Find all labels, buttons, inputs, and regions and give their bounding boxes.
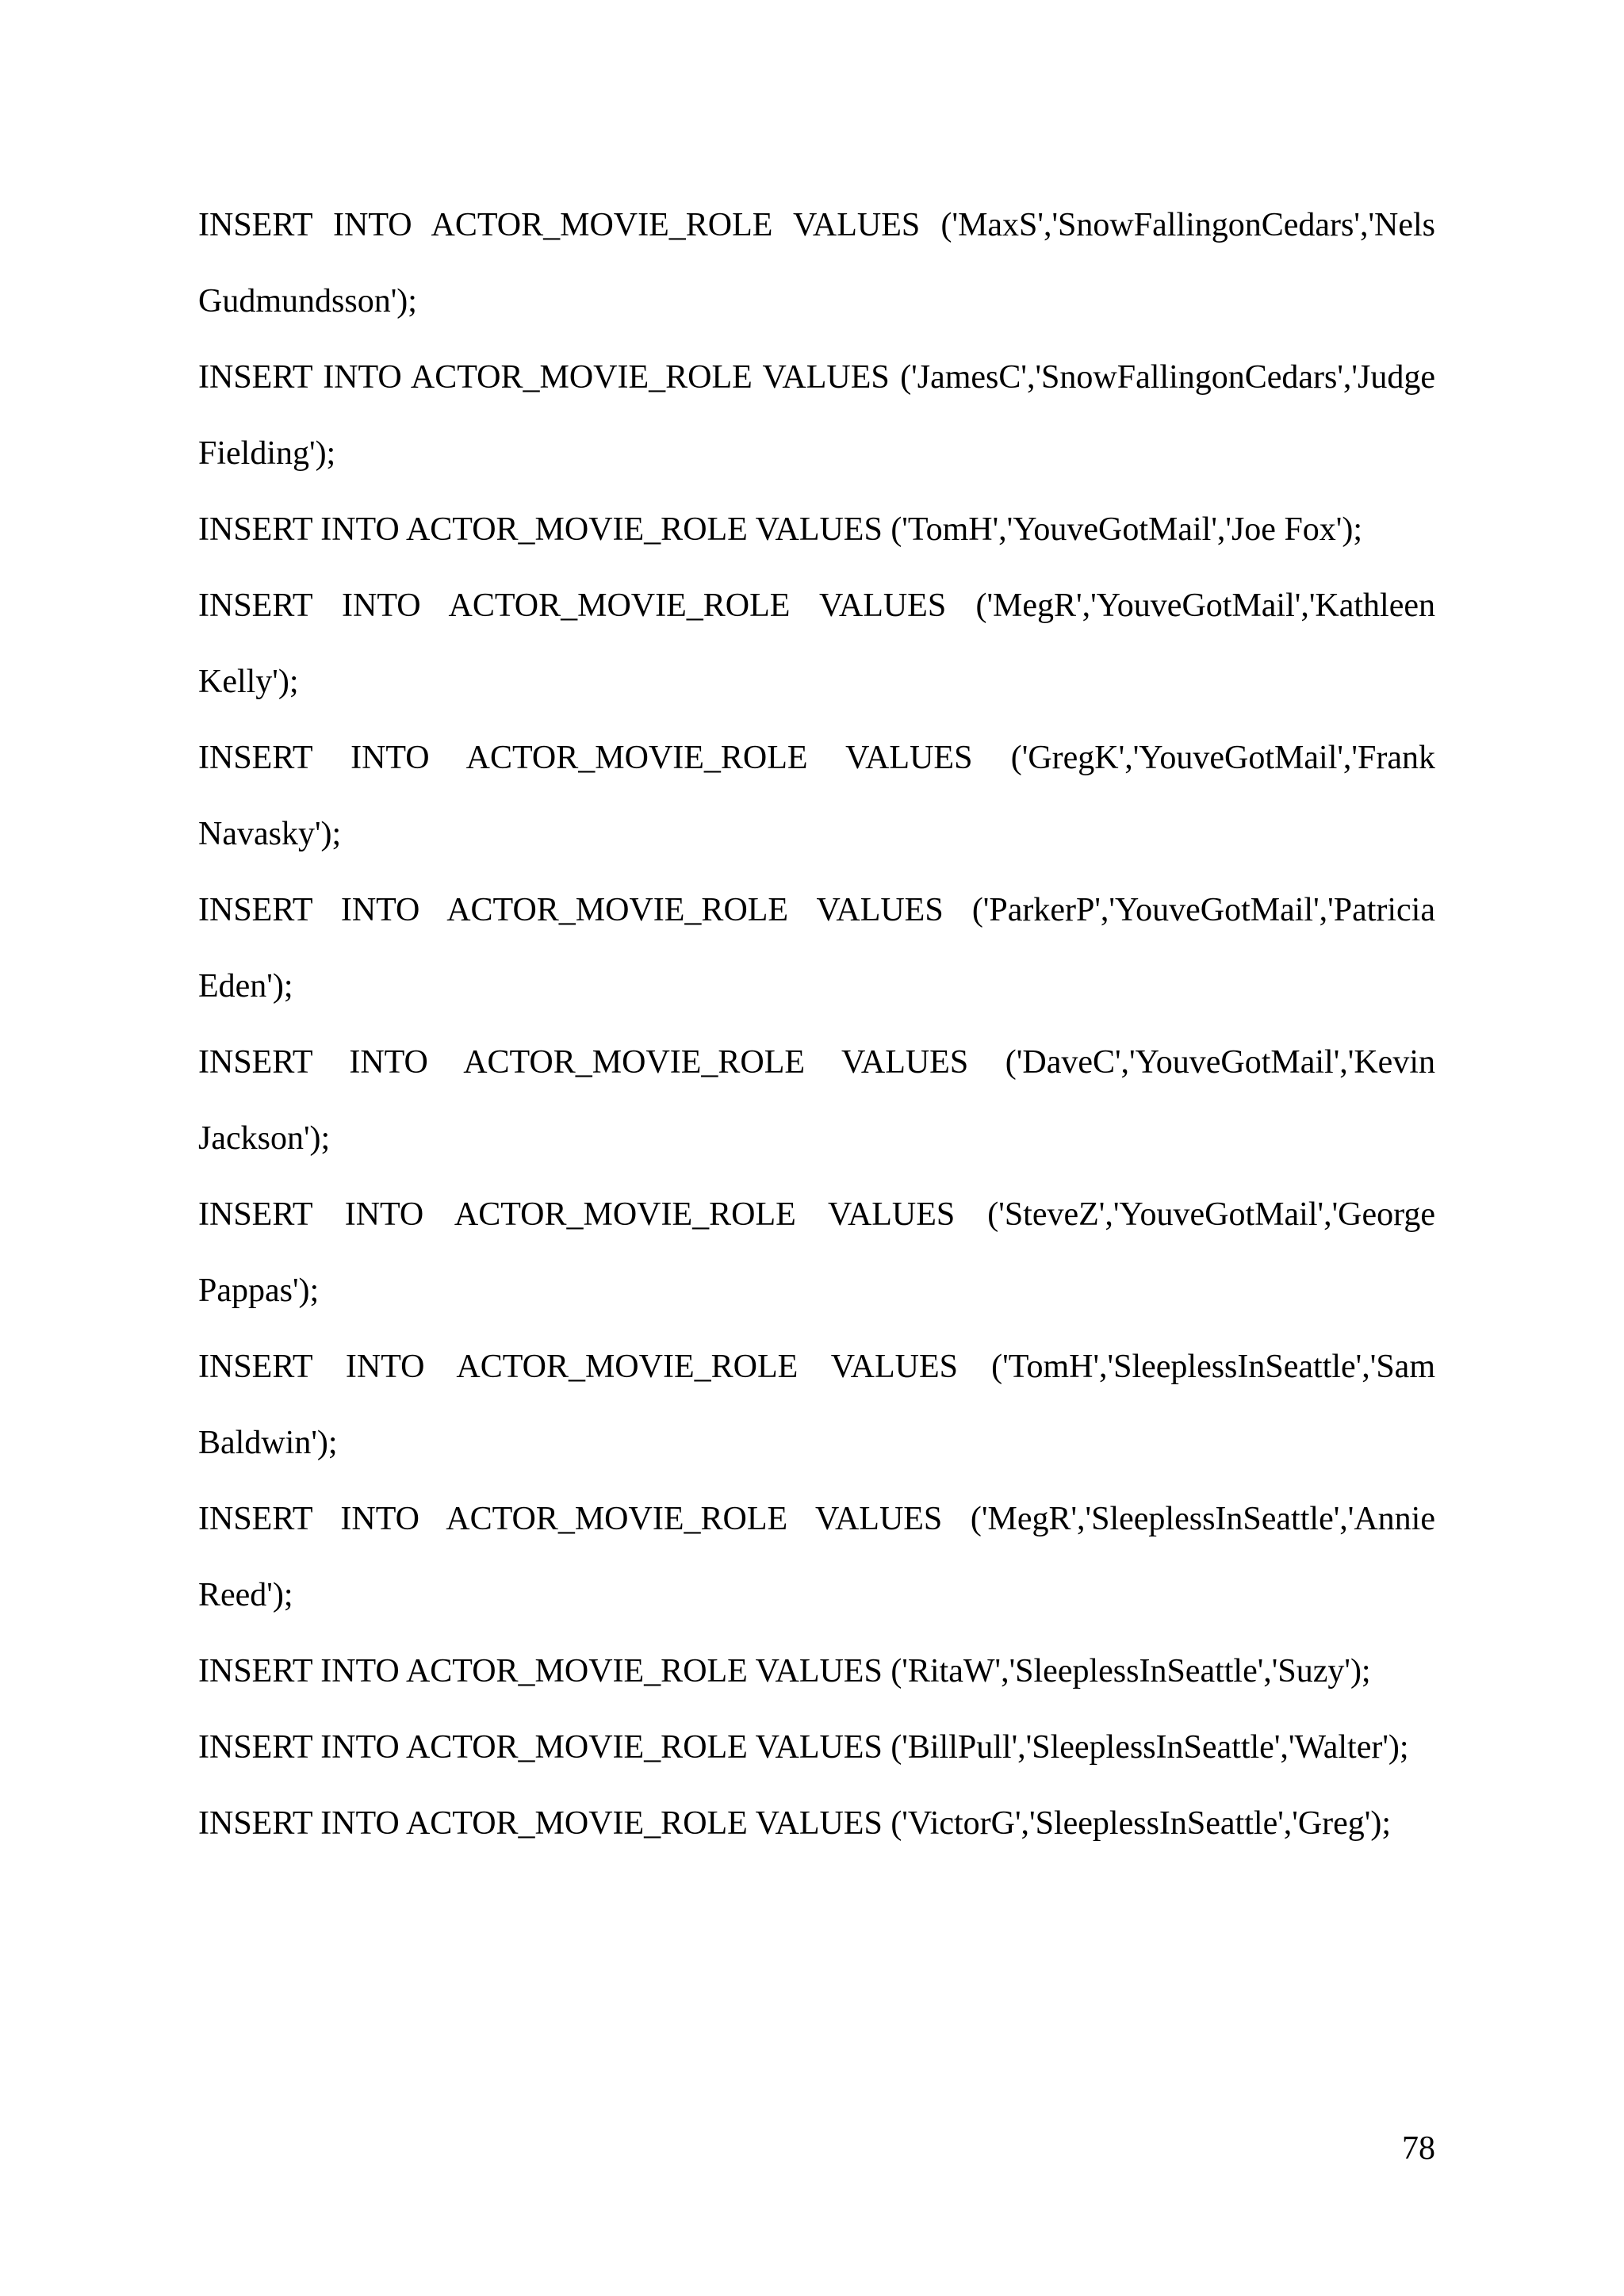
text-line: INSERT INTO ACTOR_MOVIE_ROLE VALUES ('MegR','YouveGotMail','Kathleen: [198, 587, 1435, 624]
text-line: INSERT INTO ACTOR_MOVIE_ROLE VALUES ('GregK','YouveGotMail','Frank: [198, 740, 1435, 776]
text-line: Fielding');: [198, 435, 336, 472]
text-line: INSERT INTO ACTOR_MOVIE_ROLE VALUES ('TomH','SleeplessInSeattle','Sam: [198, 1349, 1435, 1385]
text-line: Eden');: [198, 968, 293, 1004]
text-line: Gudmundsson');: [198, 283, 417, 320]
text-line: INSERT INTO ACTOR_MOVIE_ROLE VALUES ('MegR','SleeplessInSeattle','Annie: [198, 1501, 1435, 1537]
text-line: Pappas');: [198, 1272, 320, 1309]
text-line: Navasky');: [198, 816, 342, 852]
text-line: INSERT INTO ACTOR_MOVIE_ROLE VALUES ('SteveZ','YouveGotMail','George: [198, 1196, 1435, 1233]
text-line: INSERT INTO ACTOR_MOVIE_ROLE VALUES ('DaveC','YouveGotMail','Kevin: [198, 1044, 1435, 1081]
text-line: Reed');: [198, 1577, 293, 1613]
body-text: [198, 187, 1435, 1862]
text-line: Jackson');: [198, 1120, 331, 1157]
text-line: Baldwin');: [198, 1425, 338, 1461]
text-line: Kelly');: [198, 664, 299, 700]
page-number: 78: [1402, 2130, 1435, 2167]
text-line: INSERT INTO ACTOR_MOVIE_ROLE VALUES ('ParkerP','YouveGotMail','Patricia: [198, 892, 1435, 928]
text-line: INSERT INTO ACTOR_MOVIE_ROLE VALUES ('MaxS','SnowFallingonCedars','Nels: [198, 207, 1435, 243]
text-line: INSERT INTO ACTOR_MOVIE_ROLE VALUES ('TomH','YouveGotMail','Joe Fox');: [198, 511, 1363, 548]
text-line: INSERT INTO ACTOR_MOVIE_ROLE VALUES ('RitaW','SleeplessInSeattle','Suzy');: [198, 1653, 1371, 1689]
text-line: INSERT INTO ACTOR_MOVIE_ROLE VALUES ('BillPull','SleeplessInSeattle','Walter');: [198, 1729, 1409, 1766]
text-line: INSERT INTO ACTOR_MOVIE_ROLE VALUES ('VictorG','SleeplessInSeattle','Greg');: [198, 1805, 1392, 1842]
text-line: INSERT INTO ACTOR_MOVIE_ROLE VALUES ('JamesC','SnowFallingonCedars','Judge: [198, 359, 1435, 396]
